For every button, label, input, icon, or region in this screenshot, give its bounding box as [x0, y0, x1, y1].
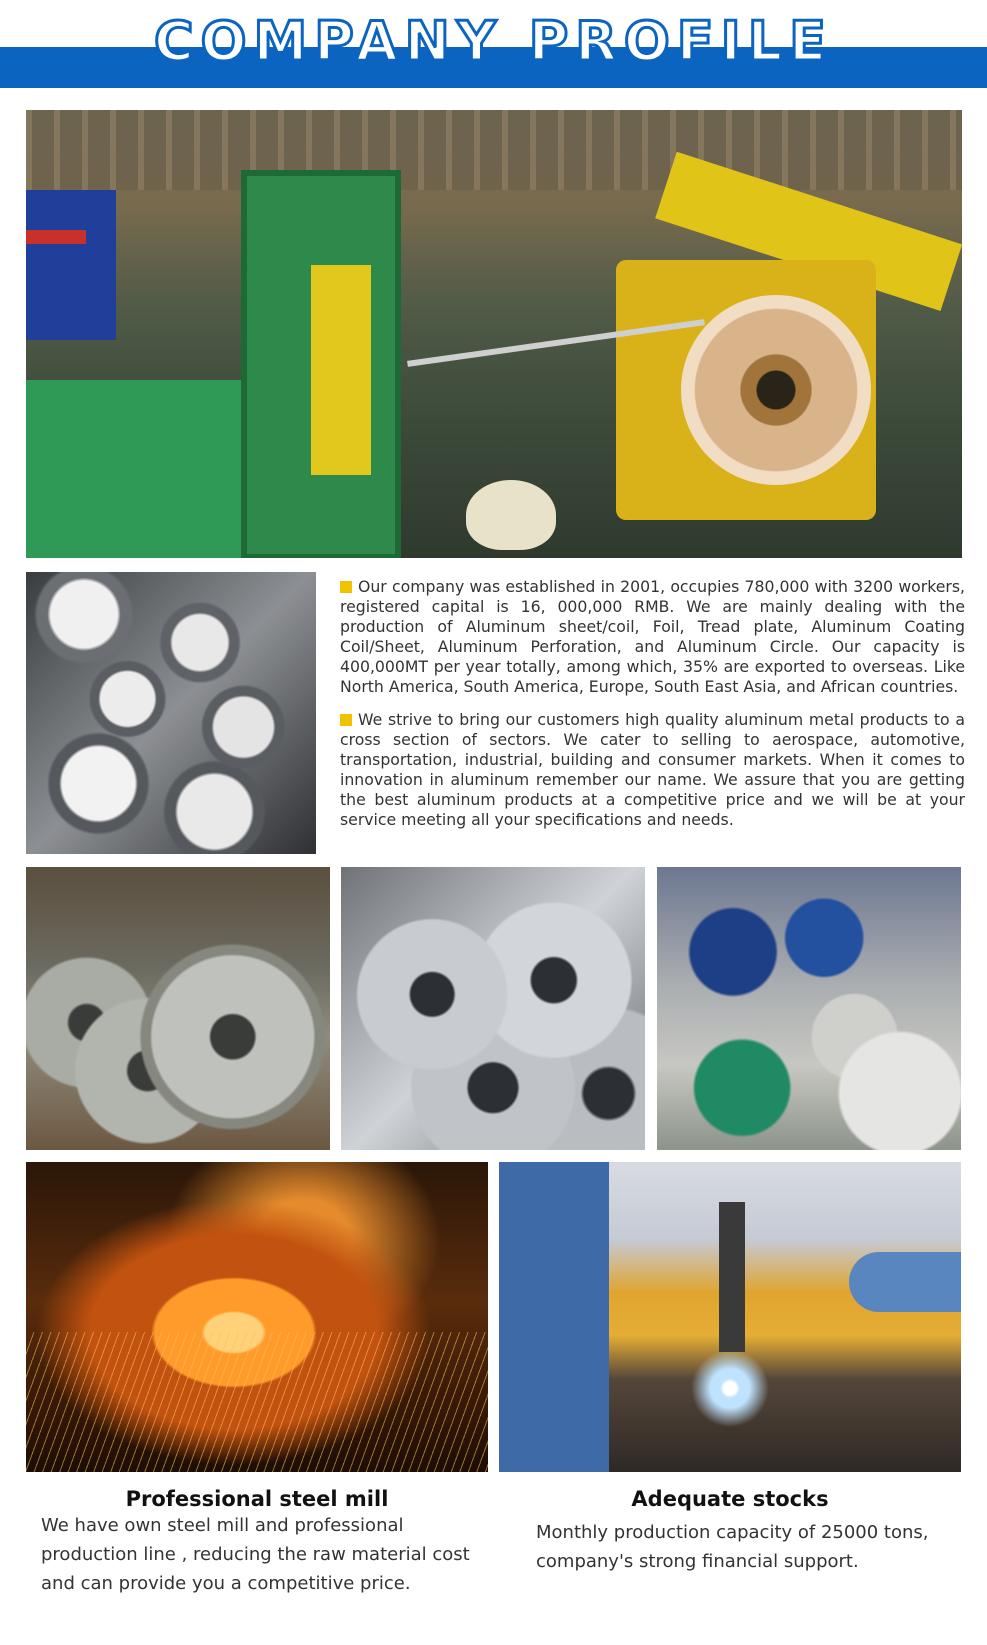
steel-mill-furnace-photo: [26, 1162, 488, 1472]
feature-text-steel-mill: We have own steel mill and professional production line , reducing the raw material cost and can provide you a competitive price.: [41, 1515, 470, 1594]
steel-coils-factory-photo: [26, 867, 330, 1150]
square-bullet-icon: [340, 581, 352, 593]
aluminum-rolls-photo: [341, 867, 645, 1150]
feature-title-stocks: Adequate stocks: [631, 1487, 829, 1511]
plasma-cutting-machine-photo: [499, 1162, 961, 1472]
coated-coils-warehouse-photo: [657, 867, 961, 1150]
aluminum-coils-warehouse-photo: [26, 572, 316, 854]
company-description: [340, 577, 965, 843]
feature-text-stocks: Monthly production capacity of 25000 tons, company's strong financial support.: [536, 1522, 929, 1572]
page-header: [0, 0, 987, 90]
feature-title-steel-mill: Professional steel mill: [125, 1487, 389, 1511]
factory-machinery-photo: [26, 110, 962, 558]
description-paragraph: We strive to bring our customers high quality aluminum metal products to a cross section of sectors. We cater to selling to aerospace, automotive, transportation, industrial, building and consumer markets. When it comes to innovation in aluminum remember our name. We assure that you are getting the best aluminum products at a competitive price and we will be at your service meeting all your specifications and needs.: [340, 710, 965, 829]
page-title: COMPANY PROFILE: [153, 10, 834, 73]
square-bullet-icon: [340, 714, 352, 726]
description-paragraph: Our company was established in 2001, occupies 780,000 with 3200 workers, registered capital is 16, 000,000 RMB. We are mainly dealing with the production of Aluminum sheet/coil, Foil, Tread plate, Aluminum Coating Coil/Sheet, Aluminum Perforation, and Aluminum Circle. Our capacity is 400,000MT per year totally, among which, 35% are exported to overseas. Like North America, South America, Europe, South East Asia, and African countries.: [340, 577, 965, 696]
